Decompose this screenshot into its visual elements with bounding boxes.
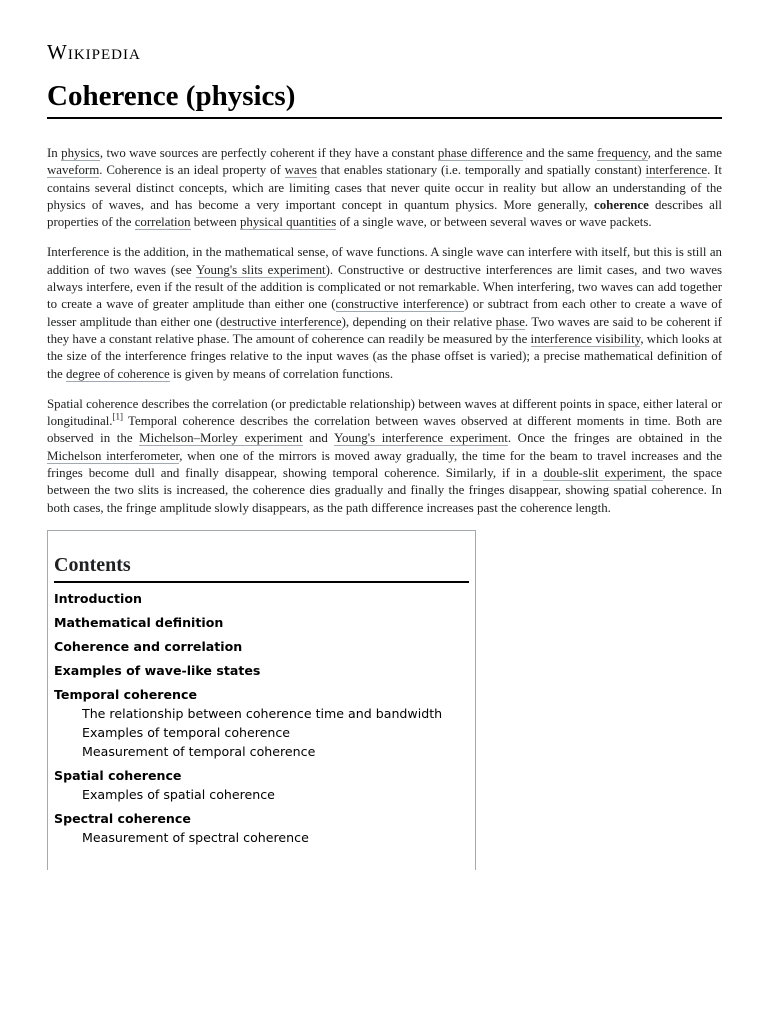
page-title: Coherence (physics) bbox=[47, 78, 722, 119]
paragraph-text: , when one of the mirrors is moved away gradually, the time for the beam to travel increases and the fringes become dull and finally disappear, showing temporal coherence. Similarly, if in a bbox=[47, 448, 722, 481]
article-link[interactable]: double-slit experiment bbox=[543, 466, 663, 481]
article-link[interactable]: Michelson–Morley experiment bbox=[139, 431, 303, 446]
paragraph-text: of a single wave, or between several waves or wave packets. bbox=[336, 215, 652, 230]
toc-title: Contents bbox=[54, 551, 469, 583]
paragraph-text: , and the same bbox=[647, 146, 722, 160]
toc-section-link[interactable]: Introduction bbox=[54, 590, 142, 606]
paragraph-text: and bbox=[302, 431, 334, 446]
citation-ref[interactable]: [1] bbox=[112, 411, 124, 422]
wikipedia-wordmark[interactable]: Wikipedia bbox=[47, 40, 141, 64]
paragraph-text: ) or subtract from each other to create a wave of lesser amplitude than either one ( bbox=[47, 297, 722, 329]
article-link[interactable]: phase bbox=[495, 314, 525, 329]
paragraph-text: Interference is the addition, in the mathematical sense, of wave functions. A single wave can interfere with itself, but this is still an addition of two waves (see bbox=[47, 245, 722, 277]
article-link[interactable]: phase difference bbox=[437, 146, 523, 160]
toc-section-link[interactable]: Coherence and correlation bbox=[54, 638, 243, 654]
article-link[interactable]: correlation bbox=[134, 215, 191, 230]
toc-section-link[interactable]: Temporal coherence bbox=[54, 686, 198, 702]
paragraph-text: Spatial coherence describes the correlation (or predictable relationship) between waves at different points in space, either lateral or longitudinal. bbox=[47, 396, 722, 429]
table-of-contents bbox=[47, 530, 476, 870]
article-link[interactable]: Young's interference experiment bbox=[333, 431, 508, 446]
paragraph bbox=[47, 244, 722, 382]
toc-subsection-link[interactable]: Measurement of temporal coherence bbox=[82, 743, 316, 759]
paragraph-text: describes all properties of the bbox=[47, 197, 723, 230]
toc-section-link[interactable]: Examples of wave-like states bbox=[54, 662, 261, 678]
article-link[interactable]: Young's slits experiment bbox=[196, 262, 326, 277]
article-link[interactable]: constructive interference bbox=[335, 297, 465, 312]
paragraph-text: , two wave sources are perfectly coherent if they have a constant bbox=[99, 146, 438, 160]
paragraph-text: , which looks at the size of the interference fringes relative to the input waves (as the phase offset is varied); a precise mathematical definition of the bbox=[47, 331, 723, 381]
toc-list bbox=[54, 589, 469, 847]
article-link[interactable]: destructive interference bbox=[219, 314, 342, 329]
article-link[interactable]: physics bbox=[61, 146, 100, 160]
toc-section-link[interactable]: Mathematical definition bbox=[54, 614, 224, 630]
bold-term: coherence bbox=[593, 197, 649, 212]
paragraph-text: , the space between the two slits is increased, the coherence dies gradually and finally the fringes disappear, showing spatial coherence. In both cases, the fringe amplitude slowly disappears, as the path difference increases past the coherence length. bbox=[47, 466, 723, 515]
toc-subsection-link[interactable]: Measurement of spectral coherence bbox=[82, 829, 309, 845]
paragraph-text: Temporal coherence describes the correlation between waves observed at different moments in time. Both are observed in the bbox=[47, 414, 722, 446]
toc-subsection-link[interactable]: The relationship between coherence time and bandwidth bbox=[82, 705, 443, 721]
paragraph-text: . Coherence is an ideal property of bbox=[99, 163, 285, 178]
paragraph-text: that enables stationary (i.e. temporally and spatially constant) bbox=[316, 163, 646, 178]
article-link[interactable]: waves bbox=[284, 163, 317, 178]
paragraph bbox=[47, 396, 722, 517]
paragraph-text: ). Constructive or destructive interferences are limit cases, and two waves always interfere, even if the result of the addition is complicated or not remarkable. When interfering, two waves can add together to create a wave of greater amplitude than either one ( bbox=[47, 262, 723, 312]
toc-section-link[interactable]: Spatial coherence bbox=[54, 767, 182, 783]
article-link[interactable]: frequency bbox=[597, 146, 648, 160]
paragraph-text: . Two waves are said to be coherent if they have a constant relative phase. The amount of coherence can readily be measured by the bbox=[47, 314, 722, 346]
article-link[interactable]: degree of coherence bbox=[65, 366, 170, 381]
paragraph-text: and the same bbox=[522, 146, 598, 160]
toc-subsection-link[interactable]: Examples of temporal coherence bbox=[82, 724, 291, 740]
article-link[interactable]: waveform bbox=[47, 163, 100, 178]
article-link[interactable]: Michelson interferometer bbox=[47, 448, 180, 463]
paragraph-text: is given by means of correlation functions. bbox=[169, 366, 394, 381]
toc-subsection-link[interactable]: Examples of spatial coherence bbox=[82, 786, 275, 802]
paragraph bbox=[47, 145, 722, 231]
article-link[interactable]: interference visibility bbox=[530, 331, 641, 346]
toc-section-link[interactable]: Spectral coherence bbox=[54, 810, 191, 826]
paragraph-text: In bbox=[47, 146, 62, 160]
paragraph-text: between bbox=[190, 215, 240, 230]
article-link[interactable]: physical quantities bbox=[239, 215, 337, 230]
paragraph-text: . It contains several distinct concepts, which are limiting cases that never quite occur in reality but allow an understanding of the physics of waves, and has become a very important concept in quantum physics. More generally, bbox=[47, 163, 723, 212]
article-link[interactable]: interference bbox=[645, 163, 708, 178]
paragraph-text: . Once the fringes are obtained in the bbox=[507, 431, 722, 446]
article-page bbox=[47, 38, 722, 870]
article-body bbox=[47, 145, 722, 517]
paragraph-text: ), depending on their relative bbox=[341, 314, 496, 329]
